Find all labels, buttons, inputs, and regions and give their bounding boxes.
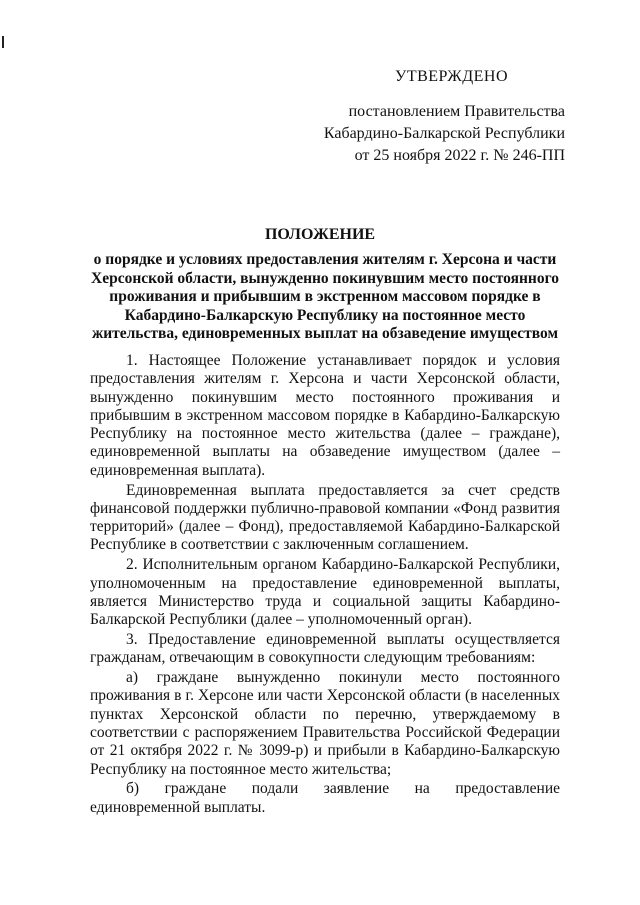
paragraph-1: 1. Настоящее Положение устанавливает порядок и условия предоставления жителям г. Херсона и части Херсонской области, вынужденно покинувшим место постоянного проживания и прибывшим в экстренном массовом порядке в Кабардино-Балкарскую Республику на постоянное место жительства (далее – граждане), единовременной выплаты на обзаведение имуществом (далее – единовременная выплата). xyxy=(90,352,560,479)
paragraph-fund: Единовременная выплата предоставляется за счет средств финансовой поддержки публично-правовой компании «Фонд развития территорий» (далее – Фонд), предоставляемой Кабардино-Балкарской Республике в соответствии с заключенным соглашением. xyxy=(90,481,560,554)
approval-line-government: Кабардино-Балкарской Республики xyxy=(323,125,565,142)
document-title: ПОЛОЖЕНИЕ xyxy=(264,226,376,243)
paragraph-3b: б) граждане подали заявление на предоставление единовременной выплаты. xyxy=(90,780,560,816)
approval-title: УТВЕРЖДЕНО xyxy=(395,68,509,85)
approval-block xyxy=(300,66,630,165)
paragraph-2: 2. Исполнительным органом Кабардино-Балкарской Республики, уполномоченным на предоставление единовременной выплаты, является Министерство труда и социальной защиты Кабардино-Балкарской Республики (далее – уполномоченный орган). xyxy=(90,556,560,629)
document-body xyxy=(90,352,560,818)
approval-line-decree: постановлением Правительства xyxy=(348,103,565,120)
scan-edge-mark xyxy=(2,36,4,48)
approval-line-date-number: от 25 ноября 2022 г. № 246-ПП xyxy=(354,147,565,164)
paragraph-3a: а) граждане вынужденно покинули место постоянного проживания в г. Херсоне или части Херсонской области (в населенных пунктах Херсонской области по перечню, утверждаемому в соответствии с распоряжением Правительства Российской Федерации от 21 октября 2022 г. № 3099-р) и прибыли в Кабардино-Балкарскую Республику на постоянное место жительства; xyxy=(90,669,560,778)
paragraph-3: 3. Предоставление единовременной выплаты осуществляется гражданам, отвечающим в совокупности следующим требованиям: xyxy=(90,630,560,667)
document-subtitle: о порядке и условиях предоставления жителям г. Херсона и части Херсонской области, вынужденно покинувшим место постоянного проживания и прибывшим в экстренном массовом порядке в Кабардино-Балкарскую Республику на постоянное место жительства, единовременных выплат на обзаведение имуществом xyxy=(91,251,559,342)
